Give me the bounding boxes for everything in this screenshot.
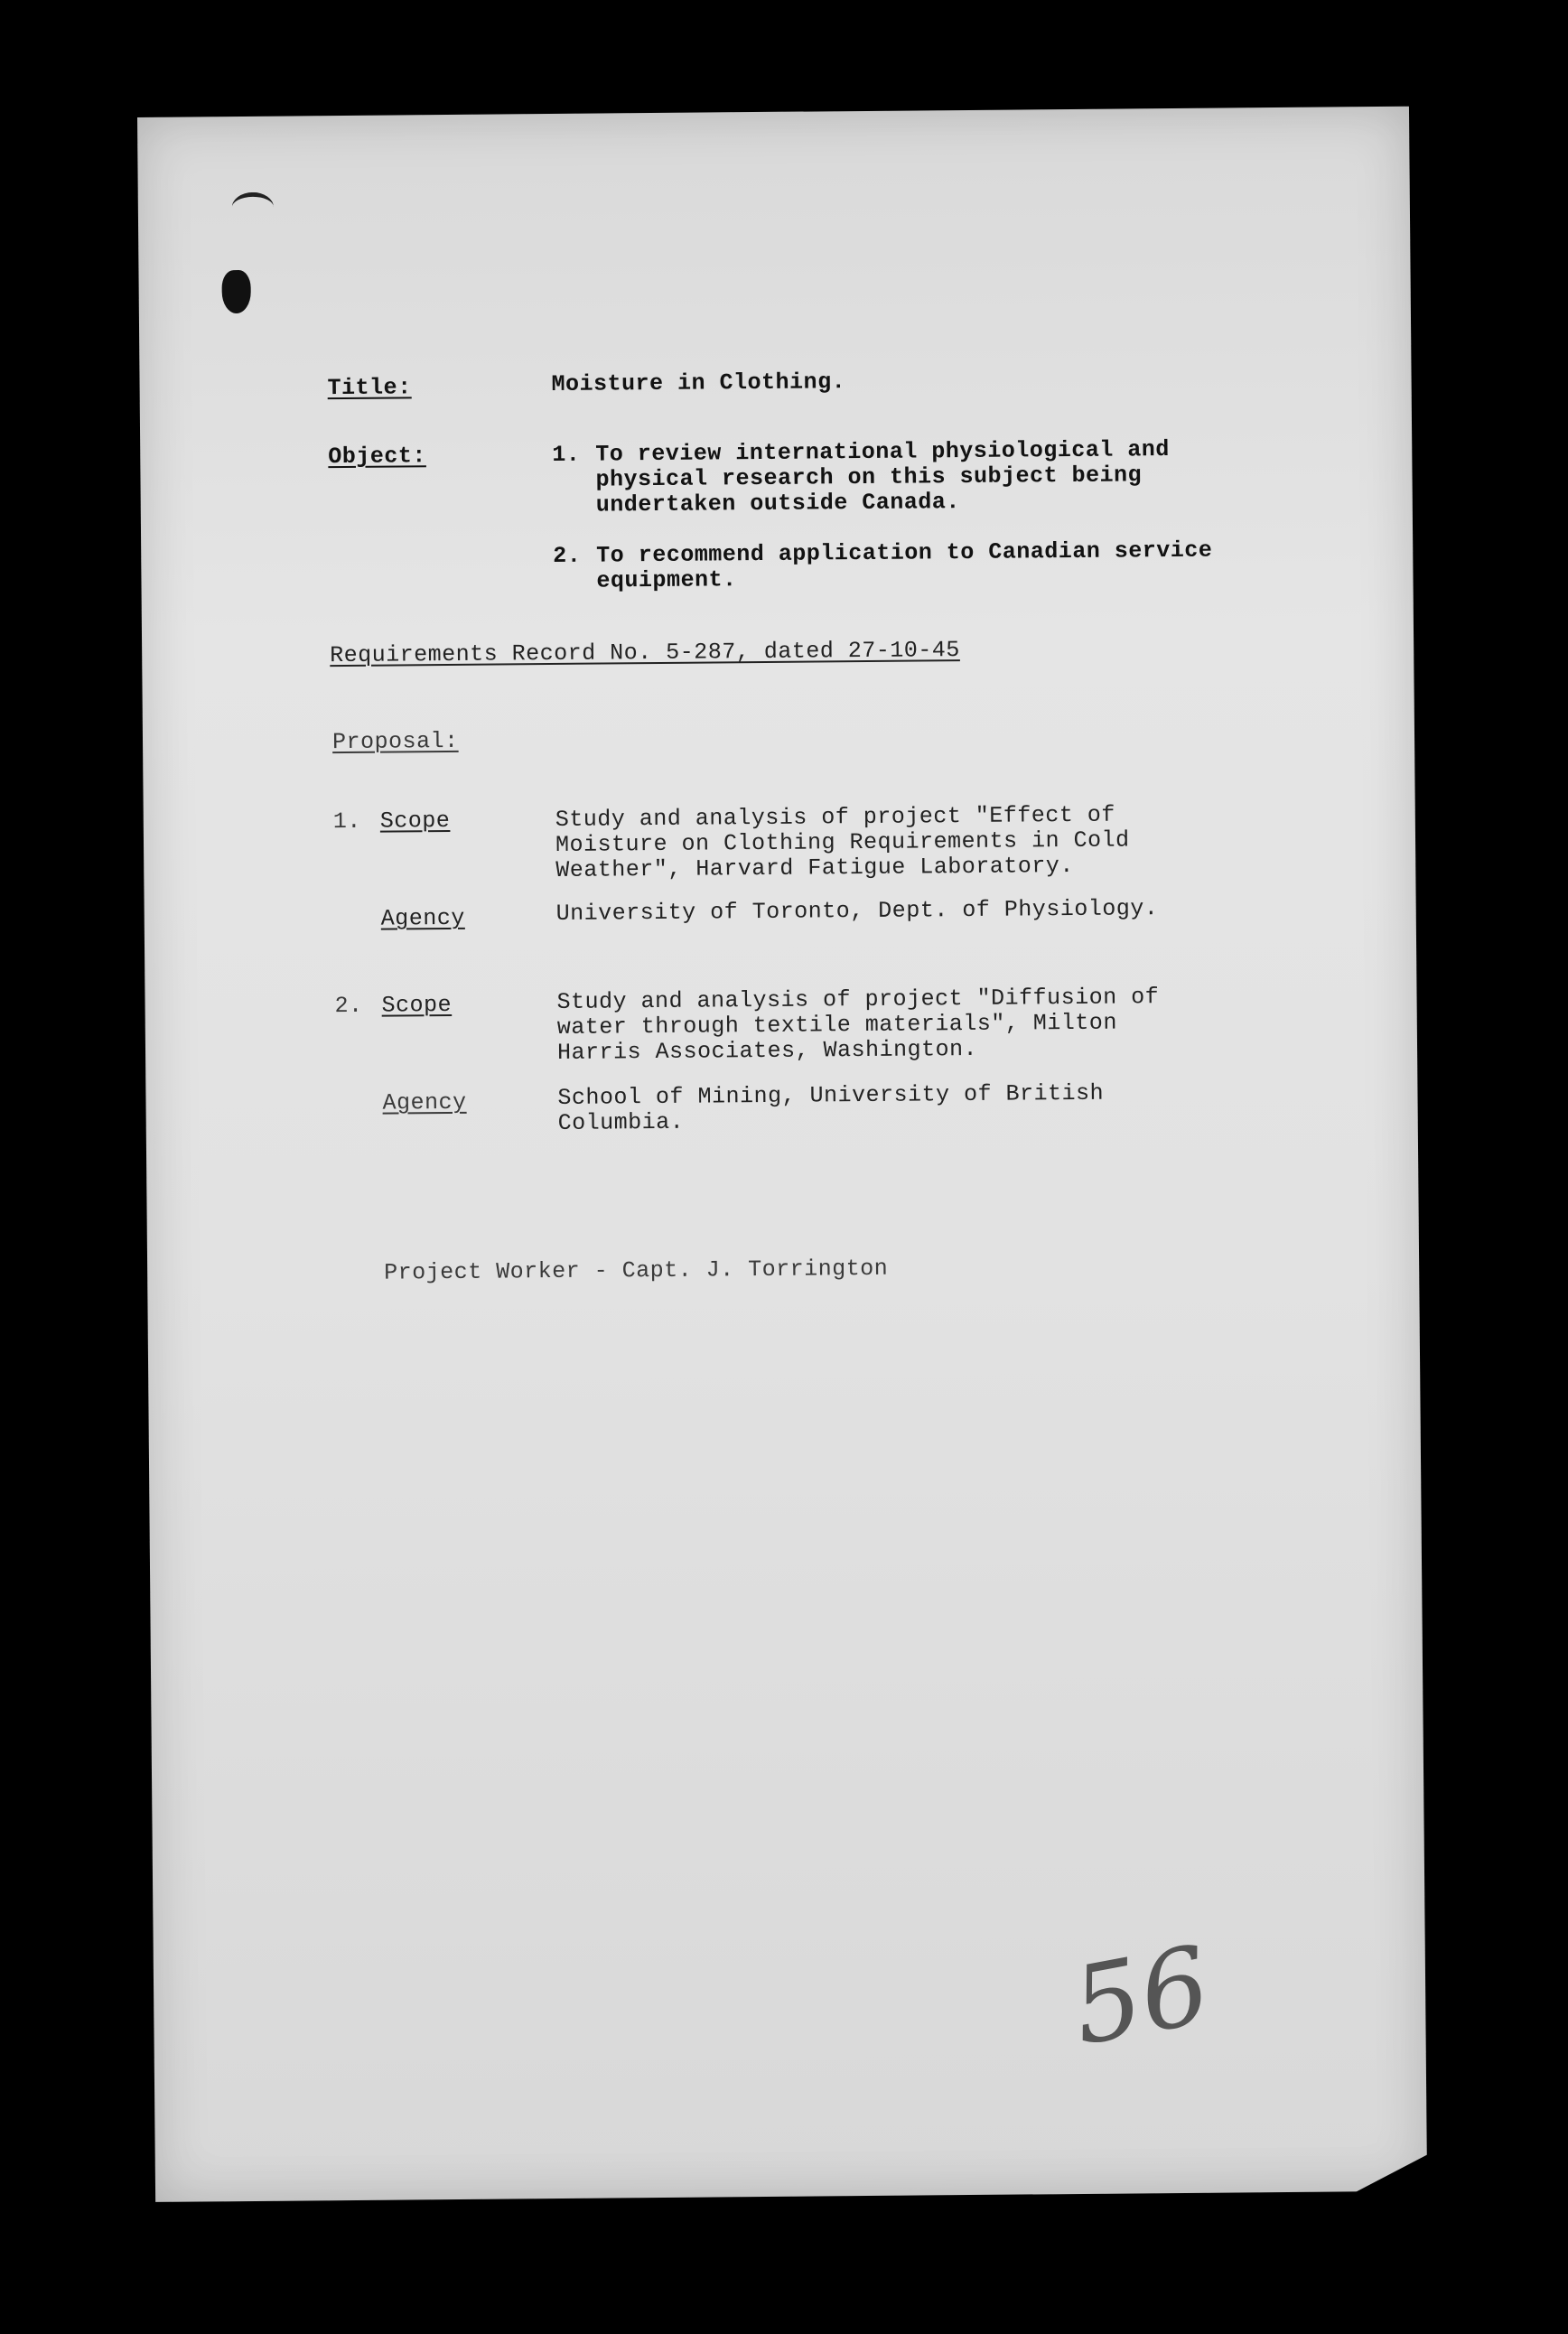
object-label: Object: bbox=[328, 443, 426, 471]
punch-hole-mark bbox=[221, 270, 250, 313]
object-item-2-line1: To recommend application to Canadian service bbox=[596, 537, 1213, 569]
proposal-2-scope-line3: Harris Associates, Washington. bbox=[556, 1035, 978, 1066]
proposal-1-agency-label: Agency bbox=[380, 904, 465, 932]
proposal-2-number: 2. bbox=[334, 992, 363, 1020]
document-page bbox=[137, 107, 1427, 2202]
object-item-2-line2: equipment. bbox=[596, 566, 737, 594]
title-label: Title: bbox=[327, 374, 412, 402]
proposal-2-agency-label: Agency bbox=[382, 1088, 467, 1116]
handwritten-page-number: 56 bbox=[1062, 1921, 1219, 2069]
punch-hole-curve bbox=[232, 192, 274, 222]
requirements-record: Requirements Record No. 5-287, dated 27-10-45 bbox=[330, 637, 960, 669]
object-item-1-number: 1. bbox=[552, 441, 581, 469]
proposal-1-scope-line3: Weather", Harvard Fatigue Laboratory. bbox=[555, 852, 1074, 883]
title-value: Moisture in Clothing. bbox=[551, 369, 846, 398]
proposal-2-scope-line1: Study and analysis of project "Diffusion of bbox=[556, 984, 1160, 1015]
proposal-label: Proposal: bbox=[331, 727, 459, 756]
object-item-1-line2: physical research on this subject being bbox=[595, 462, 1143, 493]
object-item-1-line1: To review international physiological and bbox=[595, 436, 1170, 468]
proposal-2-agency-line2: Columbia. bbox=[557, 1108, 685, 1136]
proposal-1-scope-line1: Study and analysis of project "Effect of bbox=[555, 801, 1116, 833]
project-worker: Project Worker - Capt. J. Torrington bbox=[384, 1255, 889, 1286]
proposal-1-scope-line2: Moisture on Clothing Requirements in Cold bbox=[555, 826, 1130, 858]
proposal-1-scope-label: Scope bbox=[379, 808, 451, 835]
object-item-2-number: 2. bbox=[553, 542, 582, 570]
proposal-2-agency-line1: School of Mining, University of British bbox=[557, 1079, 1105, 1111]
proposal-2-scope-line2: water through textile materials", Milton bbox=[556, 1009, 1118, 1041]
object-item-1-line3: undertaken outside Canada. bbox=[595, 489, 960, 518]
proposal-1-number: 1. bbox=[332, 808, 361, 836]
proposal-2-scope-label: Scope bbox=[381, 992, 453, 1019]
proposal-1-agency-line1: University of Toronto, Dept. of Physiology. bbox=[555, 895, 1159, 927]
page-corner-fold bbox=[1349, 2153, 1431, 2196]
